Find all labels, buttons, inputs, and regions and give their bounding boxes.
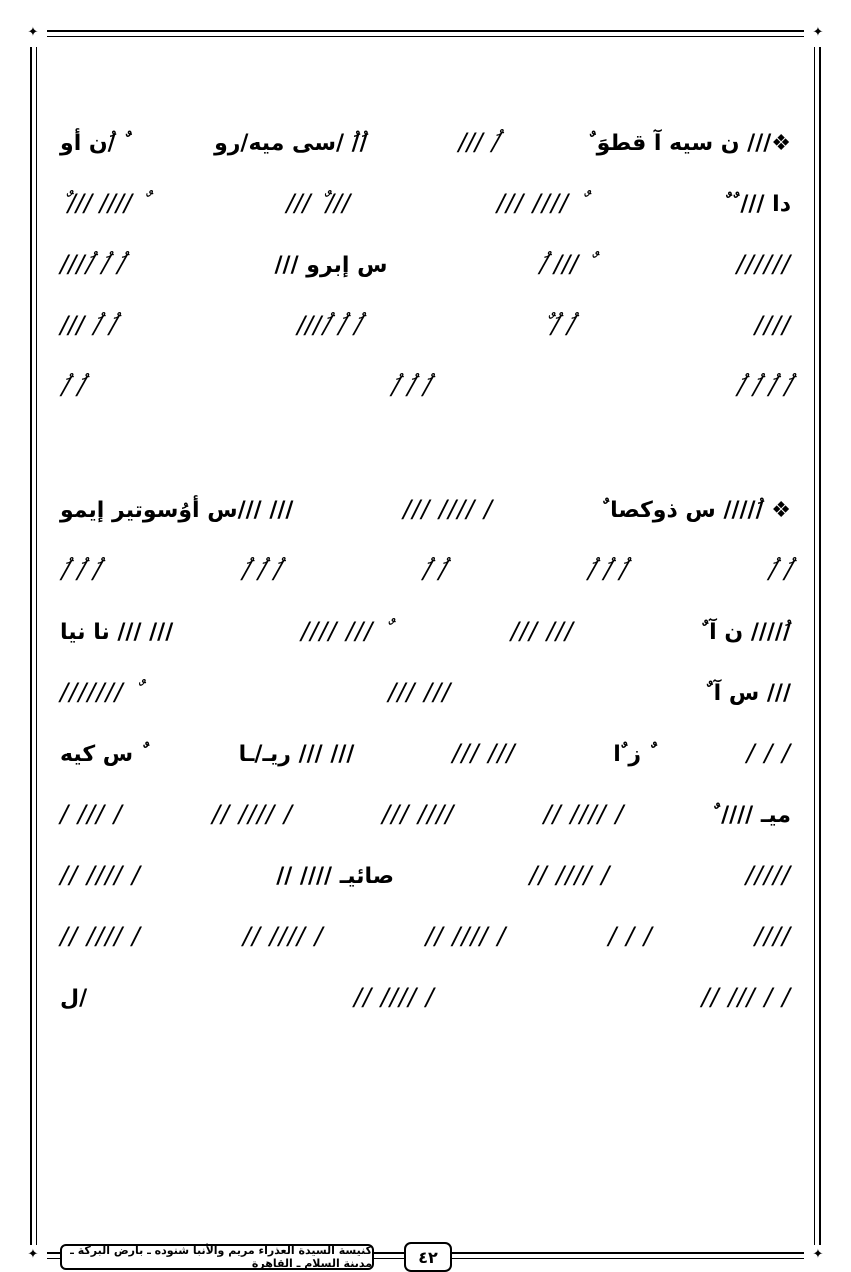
- top-border-line: [47, 30, 804, 32]
- text-line: [60, 828, 791, 889]
- stanza-1: [60, 95, 791, 400]
- neume-segment: ٌ //// ///: [496, 189, 579, 217]
- neume-segment: /ُ /ُ /ُ///: [60, 250, 124, 278]
- text-line: [60, 95, 791, 156]
- neume-segment: //////: [736, 250, 791, 278]
- neume-segment: /// ///: [452, 739, 516, 767]
- neume-segment: /////: [745, 861, 791, 889]
- lyric-segment: /ُ//// ن آ ٌ: [701, 620, 791, 645]
- text-line: [60, 278, 791, 339]
- corner-ornament-icon: ✦: [812, 1247, 824, 1262]
- neume-segment: ////: [754, 311, 791, 339]
- neume-segment: / //// //: [353, 983, 435, 1011]
- neume-segment: /ُ /ُ /ُ: [390, 372, 430, 400]
- stanza-2: [60, 462, 791, 1011]
- neume-segment: / //// //: [425, 922, 507, 950]
- lyric-segment: دا /// ٌ ٌ: [725, 192, 791, 217]
- right-border-line-inner: [814, 47, 815, 1245]
- neume-segment: /ُ ///: [458, 128, 499, 156]
- lyric-segment: /// /// ريـ/ـا: [238, 742, 355, 767]
- hymn-text: [60, 95, 791, 1011]
- neume-segment: /ُ /ُ /ُ /ُ: [735, 372, 791, 400]
- left-border-line-inner: [36, 47, 37, 1245]
- neume-segment: / //// //: [242, 922, 324, 950]
- neume-segment: ٌ ///////: [60, 678, 134, 706]
- neume-segment: /ُ /ُ: [767, 556, 791, 584]
- text-line: [60, 462, 791, 523]
- neume-segment: ٌ /// ////: [301, 617, 383, 645]
- text-line: [60, 767, 791, 828]
- left-border-line: [30, 47, 32, 1245]
- corner-ornament-icon: ✦: [812, 25, 824, 40]
- right-border-line: [819, 47, 821, 1245]
- neume-segment: / //// ///: [403, 495, 493, 523]
- lyric-segment: ميـ //// ٌ: [713, 803, 791, 828]
- text-line: [60, 889, 791, 950]
- church-label: كنيسة السيدة العذراء مريم والأنبا شنوده ـ بارض البركة ـ مدينة السلام ـ القاهرة: [60, 1244, 374, 1270]
- neume-segment: / //// //: [543, 800, 625, 828]
- lyric-segment: س إبرو ///: [274, 253, 388, 278]
- neume-segment: / //// //: [529, 861, 611, 889]
- text-line: [60, 339, 791, 400]
- corner-ornament-icon: ✦: [27, 1247, 39, 1262]
- lyric-segment: /ُ/ُ /سی ميه/رو: [214, 131, 368, 156]
- neume-segment: /ُ /ُ ٌ: [541, 311, 574, 339]
- lyric-segment: صائيـ //// //: [276, 864, 395, 889]
- neume-segment: /ُ /ُ /ُ: [586, 556, 626, 584]
- neume-segment: /// ///: [510, 617, 574, 645]
- neume-segment: / / /: [746, 739, 791, 767]
- page-number: ٤٢: [404, 1242, 452, 1272]
- neume-segment: / //// //: [60, 922, 141, 950]
- text-line: [60, 950, 791, 1011]
- neume-segment: /ُ /ُ /ُ: [60, 556, 100, 584]
- lyric-segment: /ل: [60, 986, 88, 1011]
- neume-segment: ٌ //// /// ٌ: [60, 189, 140, 217]
- neume-segment: //// ///: [382, 800, 455, 828]
- neume-segment: ٌ /// /ُ: [538, 250, 586, 278]
- neume-segment: /// ٌ‍ ///: [286, 189, 351, 217]
- stanza-gap: [60, 400, 791, 462]
- neume-segment: /ُ /ُ /ُ///: [296, 311, 361, 339]
- lyric-segment: /// س آ ٌ: [706, 681, 791, 706]
- top-border-line-inner: [47, 36, 804, 37]
- neume-segment: / / /: [608, 922, 653, 950]
- neume-segment: ////: [754, 922, 791, 950]
- text-line: [60, 584, 791, 645]
- neume-segment: /ُ /ُ: [60, 372, 84, 400]
- text-line: [60, 217, 791, 278]
- lyric-segment: ٌ ز ٌا: [613, 742, 649, 767]
- neume-segment: / /// /: [60, 800, 123, 828]
- text-line: [60, 645, 791, 706]
- neume-segment: /ُ /ُ ///: [60, 311, 116, 339]
- neume-segment: / //// //: [60, 861, 141, 889]
- lyric-segment: ❖/// ن سيه آ قطوَ ٌ: [589, 131, 791, 156]
- neume-segment: / / /// //: [701, 983, 791, 1011]
- text-line: [60, 156, 791, 217]
- text-line: [60, 523, 791, 584]
- lyric-segment: /// /// نا نيا: [60, 620, 174, 645]
- lyric-segment: ❖ /ُ//// س ذوكصا ٌ: [602, 498, 791, 523]
- lyric-segment: ٌ /ُن أو: [60, 131, 124, 156]
- corner-ornament-icon: ✦: [27, 25, 39, 40]
- neume-segment: /// ///: [388, 678, 452, 706]
- neume-segment: /ُ /ُ: [421, 556, 446, 584]
- text-line: [60, 706, 791, 767]
- lyric-segment: ٌ س كيه: [60, 742, 141, 767]
- neume-segment: /ُ /ُ /ُ: [240, 556, 281, 584]
- lyric-segment: /// ///س أوُسوتير إيمو: [60, 498, 294, 523]
- neume-segment: / //// //: [211, 800, 293, 828]
